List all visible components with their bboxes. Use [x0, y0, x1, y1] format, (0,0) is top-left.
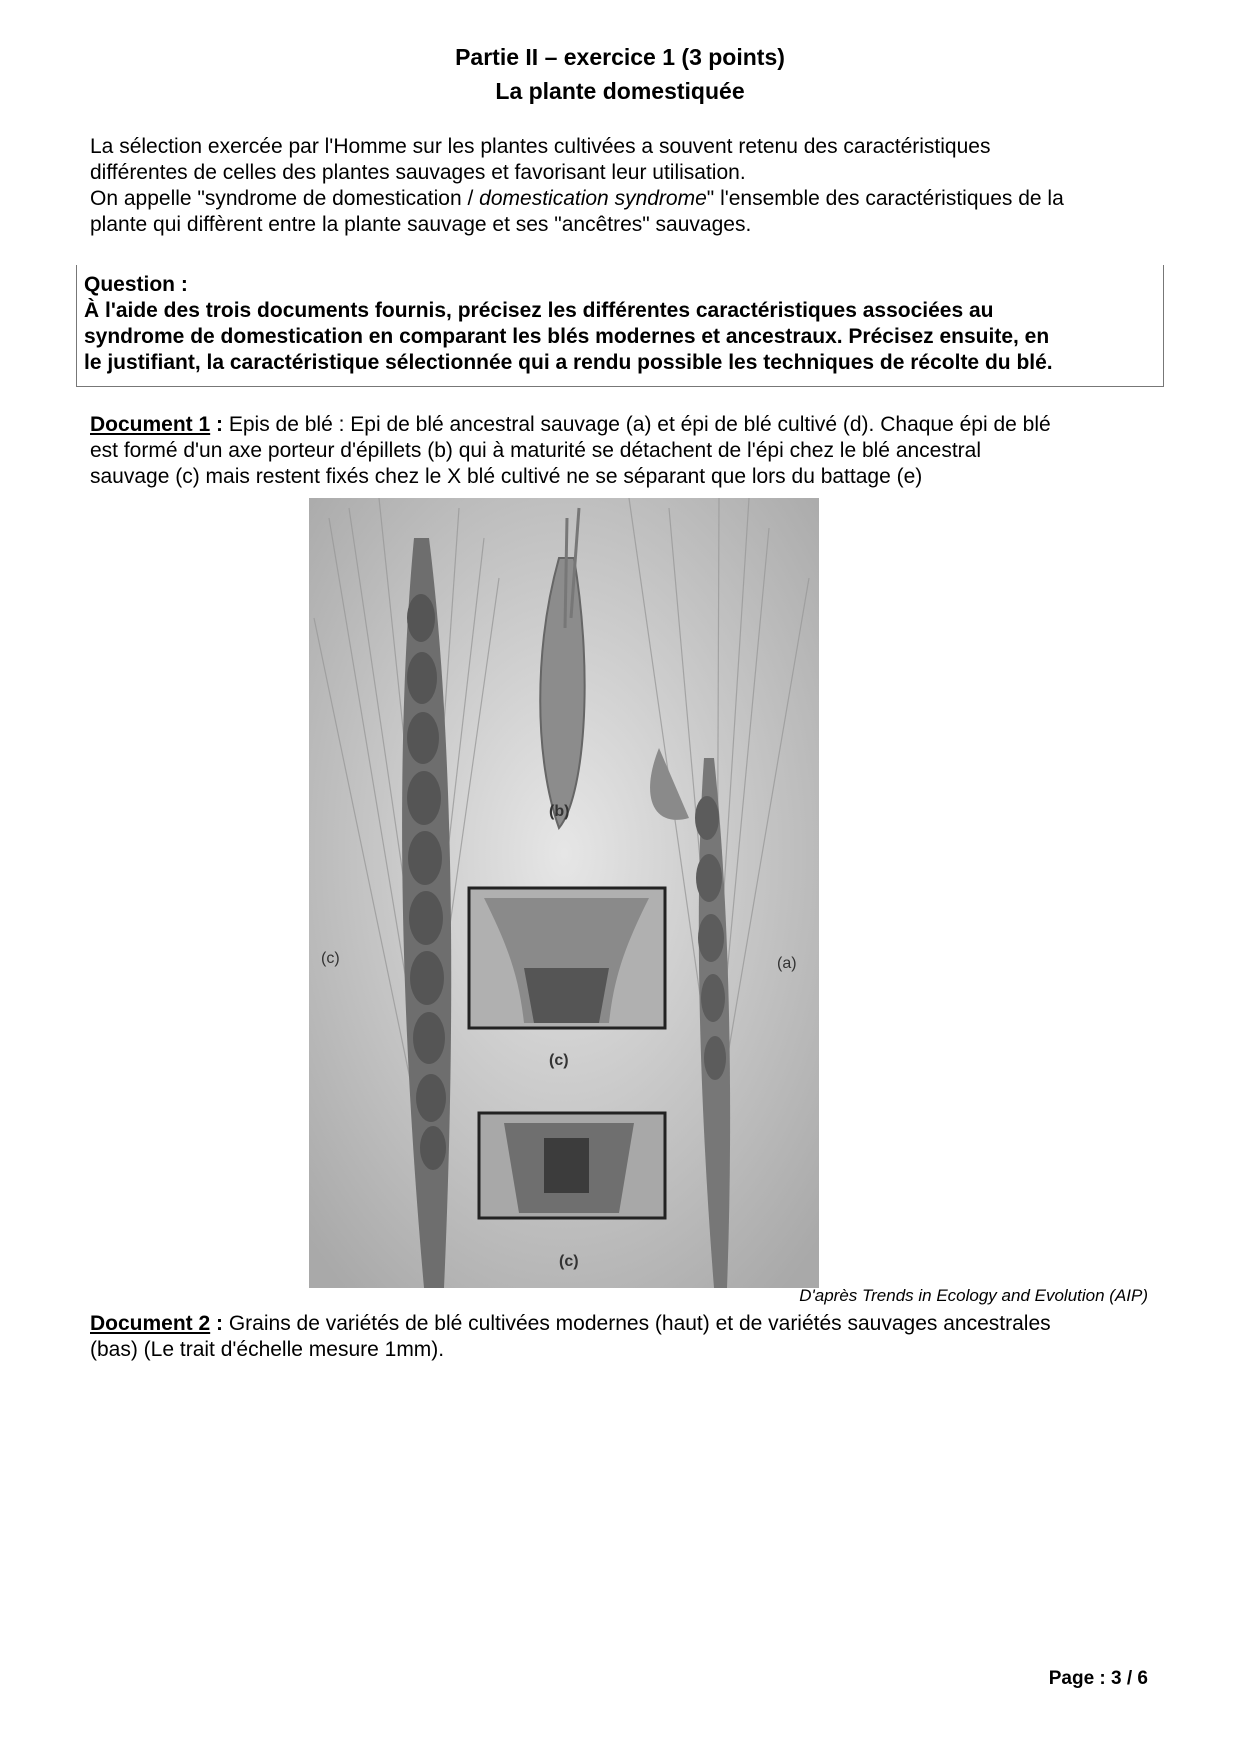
document2-line-2: (bas) (Le trait d'échelle mesure 1mm). — [90, 1338, 445, 1361]
question-line-1: À l'aide des trois documents fournis, précisez les différentes caractéristiques associées au — [84, 299, 994, 322]
document2-line-1-text: Grains de variétés de blé cultivées modernes (haut) et de variétés sauvages ancestrales — [223, 1312, 1051, 1335]
document2-colon: : — [210, 1312, 224, 1335]
page-number: Page : 3 / 6 — [1048, 1668, 1148, 1689]
intro-paragraph — [90, 134, 1170, 238]
figure-credit: D'après Trends in Ecology and Evolution (AIP) — [799, 1286, 1148, 1305]
inset-photo-1 — [469, 888, 665, 1028]
intro-line-3-end: " l'ensemble des caractéristiques de la — [706, 187, 1064, 210]
question-line-2: syndrome de domestication en comparant les blés modernes et ancestraux. Précisez ensuite, en — [84, 325, 1050, 348]
intro-line-3-italic: domestication syndrome — [479, 187, 707, 210]
document1-text — [90, 412, 1170, 490]
exercise-subtitle: La plante domestiquée — [495, 78, 745, 104]
wheat-ear-photo — [309, 498, 819, 1288]
figure-label-right: (a) — [777, 955, 797, 972]
intro-line-4: plante qui diffèrent entre la plante sauvage et ses "ancêtres" sauvages. — [90, 213, 752, 236]
intro-line-2: différentes de celles des plantes sauvages et favorisant leur utilisation. — [90, 161, 746, 184]
document1-label: Document 1 — [90, 413, 211, 436]
exercise-title: Partie II – exercice 1 (3 points) — [455, 44, 785, 70]
intro-line-1: La sélection exercée par l'Homme sur les plantes cultivées a souvent retenu des caractéristiques — [90, 135, 991, 158]
document2-line-1 — [90, 1311, 1170, 1337]
wheat-ear-illustration — [309, 498, 819, 1288]
figure-label-left: (c) — [321, 950, 340, 967]
intro-line-3-start: On appelle "syndrome de domestication / — [90, 187, 480, 210]
figure-label-inset1: (c) — [549, 1052, 569, 1069]
document1-colon: : — [210, 413, 224, 436]
intro-line-3 — [90, 186, 1170, 212]
inset-photo-2 — [479, 1113, 665, 1218]
document1-line-1 — [90, 412, 1170, 438]
document1-line-3: sauvage (c) mais restent fixés chez le X blé cultivé ne se séparant que lors du battage (e) — [90, 465, 923, 488]
figure-label-b: (b) — [549, 803, 570, 820]
document1-line-2: est formé d'un axe porteur d'épillets (b) qui à maturité se détachent de l'épi chez le blé ancestral — [90, 439, 982, 462]
question-line-3: le justifiant, la caractéristique sélectionnée qui a rendu possible les techniques de récolte du blé. — [84, 351, 1053, 374]
document2-label: Document 2 — [90, 1312, 211, 1335]
figure-label-inset2: (c) — [559, 1253, 579, 1270]
document2-text — [90, 1311, 1170, 1363]
question-block — [84, 272, 1164, 376]
question-label: Question : — [84, 273, 188, 296]
document1-line-1-text: Epis de blé : Epi de blé ancestral sauvage (a) et épi de blé cultivé (d). Chaque épi de blé — [223, 413, 1051, 436]
